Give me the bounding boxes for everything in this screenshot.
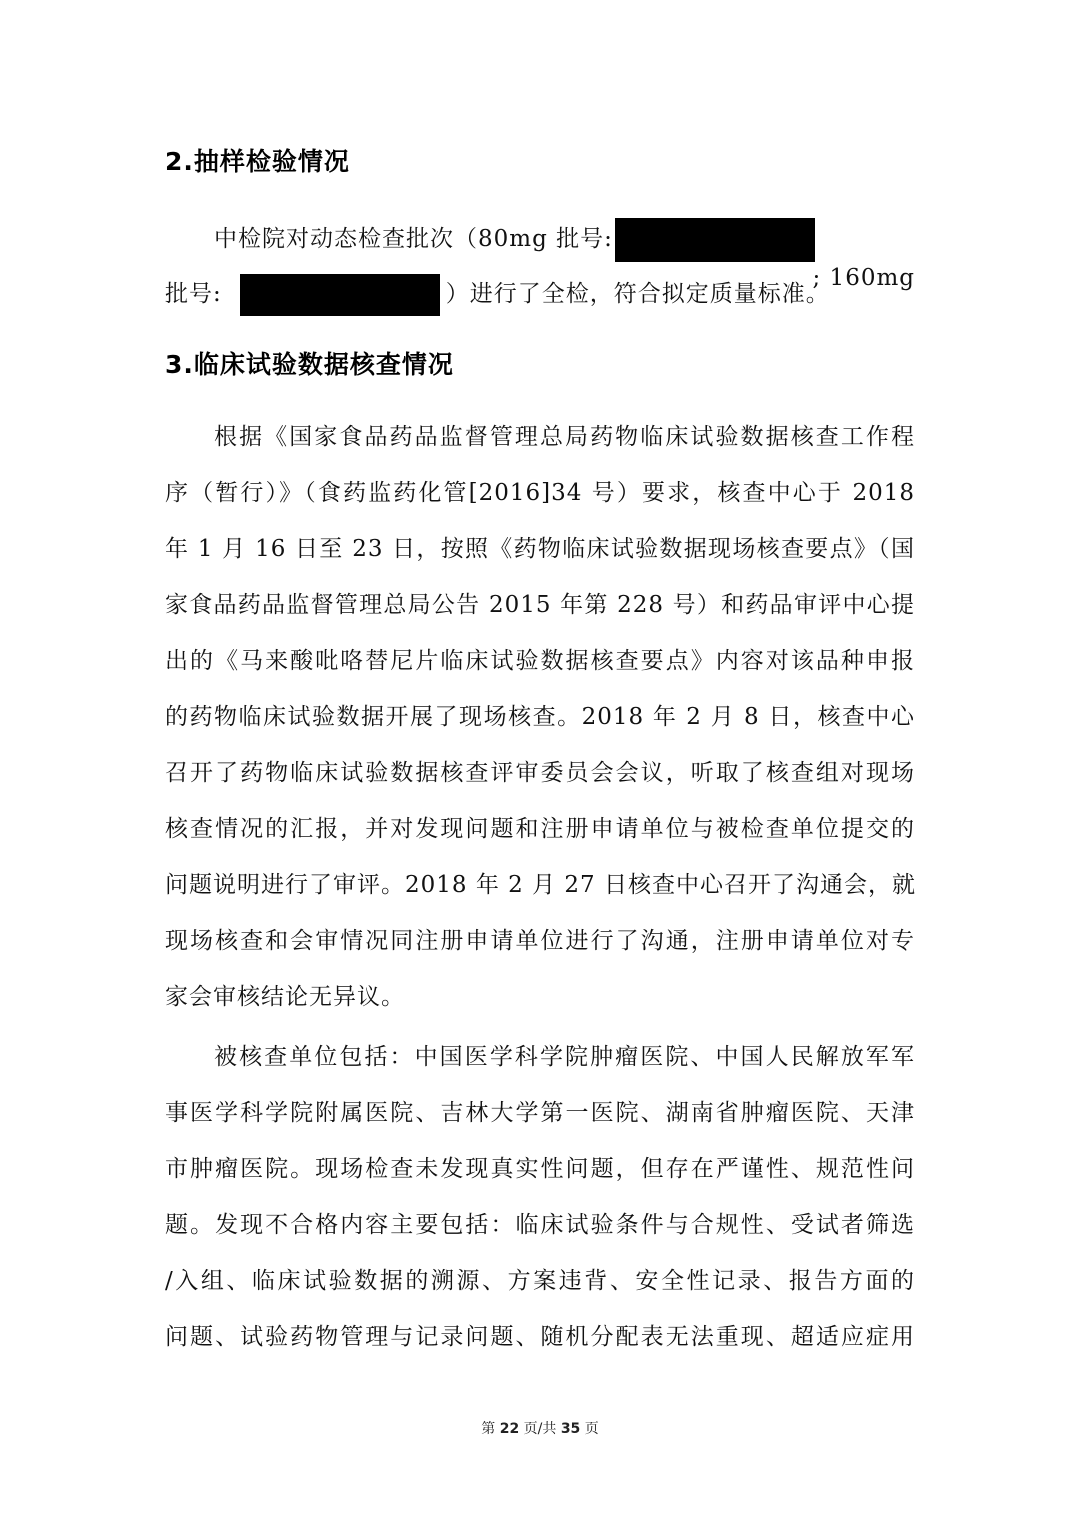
paragraph-line: [165, 274, 915, 308]
paragraph-line: 题。发现不合格内容主要包括：临床试验条件与合规性、受试者筛选: [165, 1212, 915, 1238]
footer-suffix: 页: [584, 1421, 599, 1437]
paragraph-line: 现场核查和会审情况同注册申请单位进行了沟通，注册申请单位对专: [165, 928, 915, 954]
paragraph-line: 市肿瘤医院。现场检查未发现真实性问题，但存在严谨性、规范性问: [165, 1156, 915, 1182]
redaction-block: [615, 218, 815, 262]
text-span: ; 160mg: [812, 265, 915, 291]
paragraph-line: 家会审核结论无异议。: [165, 984, 405, 1010]
paragraph-line: 家食品药品监督管理总局公告 2015 年第 228 号）和药品审评中心提: [165, 592, 915, 618]
paragraph-line: 的药物临床试验数据开展了现场核查。2018 年 2 月 8 日，核查中心: [165, 704, 915, 730]
footer-middle: 页/共: [523, 1421, 557, 1437]
paragraph-line: 问题说明进行了审评。2018 年 2 月 27 日核查中心召开了沟通会，就: [165, 872, 916, 898]
paragraph-line: 核查情况的汇报，并对发现问题和注册申请单位与被检查单位提交的: [165, 816, 915, 842]
text-span: 中检院对动态检查批次（80mg 批号:: [214, 226, 613, 252]
text-span: 批号:: [165, 281, 222, 307]
total-page-count: 35: [560, 1421, 581, 1437]
redaction-block: [240, 274, 440, 316]
paragraph-line: [214, 218, 915, 291]
section-heading-2: 2.抽样检验情况: [165, 147, 350, 176]
paragraph-line: 出的《马来酸吡咯替尼片临床试验数据核查要点》内容对该品种申报: [165, 648, 915, 674]
paragraph-line: 问题、试验药物管理与记录问题、随机分配表无法重现、超适应症用: [165, 1324, 915, 1350]
paragraph-line: 序（暂行）》（食药监药化管[2016]34 号）要求，核查中心于 2018: [165, 480, 915, 506]
paragraph-line: 年 1 月 16 日至 23 日，按照《药物临床试验数据现场核查要点》（国: [165, 536, 915, 562]
paragraph-line: 根据《国家食品药品监督管理总局药物临床试验数据核查工作程: [214, 424, 915, 450]
paragraph-line: /入组、临床试验数据的溯源、方案违背、安全性记录、报告方面的: [165, 1268, 915, 1294]
paragraph-line: 事医学科学院附属医院、吉林大学第一医院、湖南省肿瘤医院、天津: [165, 1100, 915, 1126]
text-span: ）进行了全检，符合拟定质量标准。: [445, 281, 830, 307]
page-number-footer: [0, 1418, 1080, 1438]
paragraph-line: 被核查单位包括：中国医学科学院肿瘤医院、中国人民解放军军: [214, 1044, 915, 1070]
current-page-number: 22: [499, 1421, 520, 1437]
section-heading-3: 3.临床试验数据核查情况: [165, 350, 454, 379]
paragraph-line: 召开了药物临床试验数据核查评审委员会会议，听取了核查组对现场: [165, 760, 915, 786]
footer-prefix: 第: [481, 1421, 496, 1437]
